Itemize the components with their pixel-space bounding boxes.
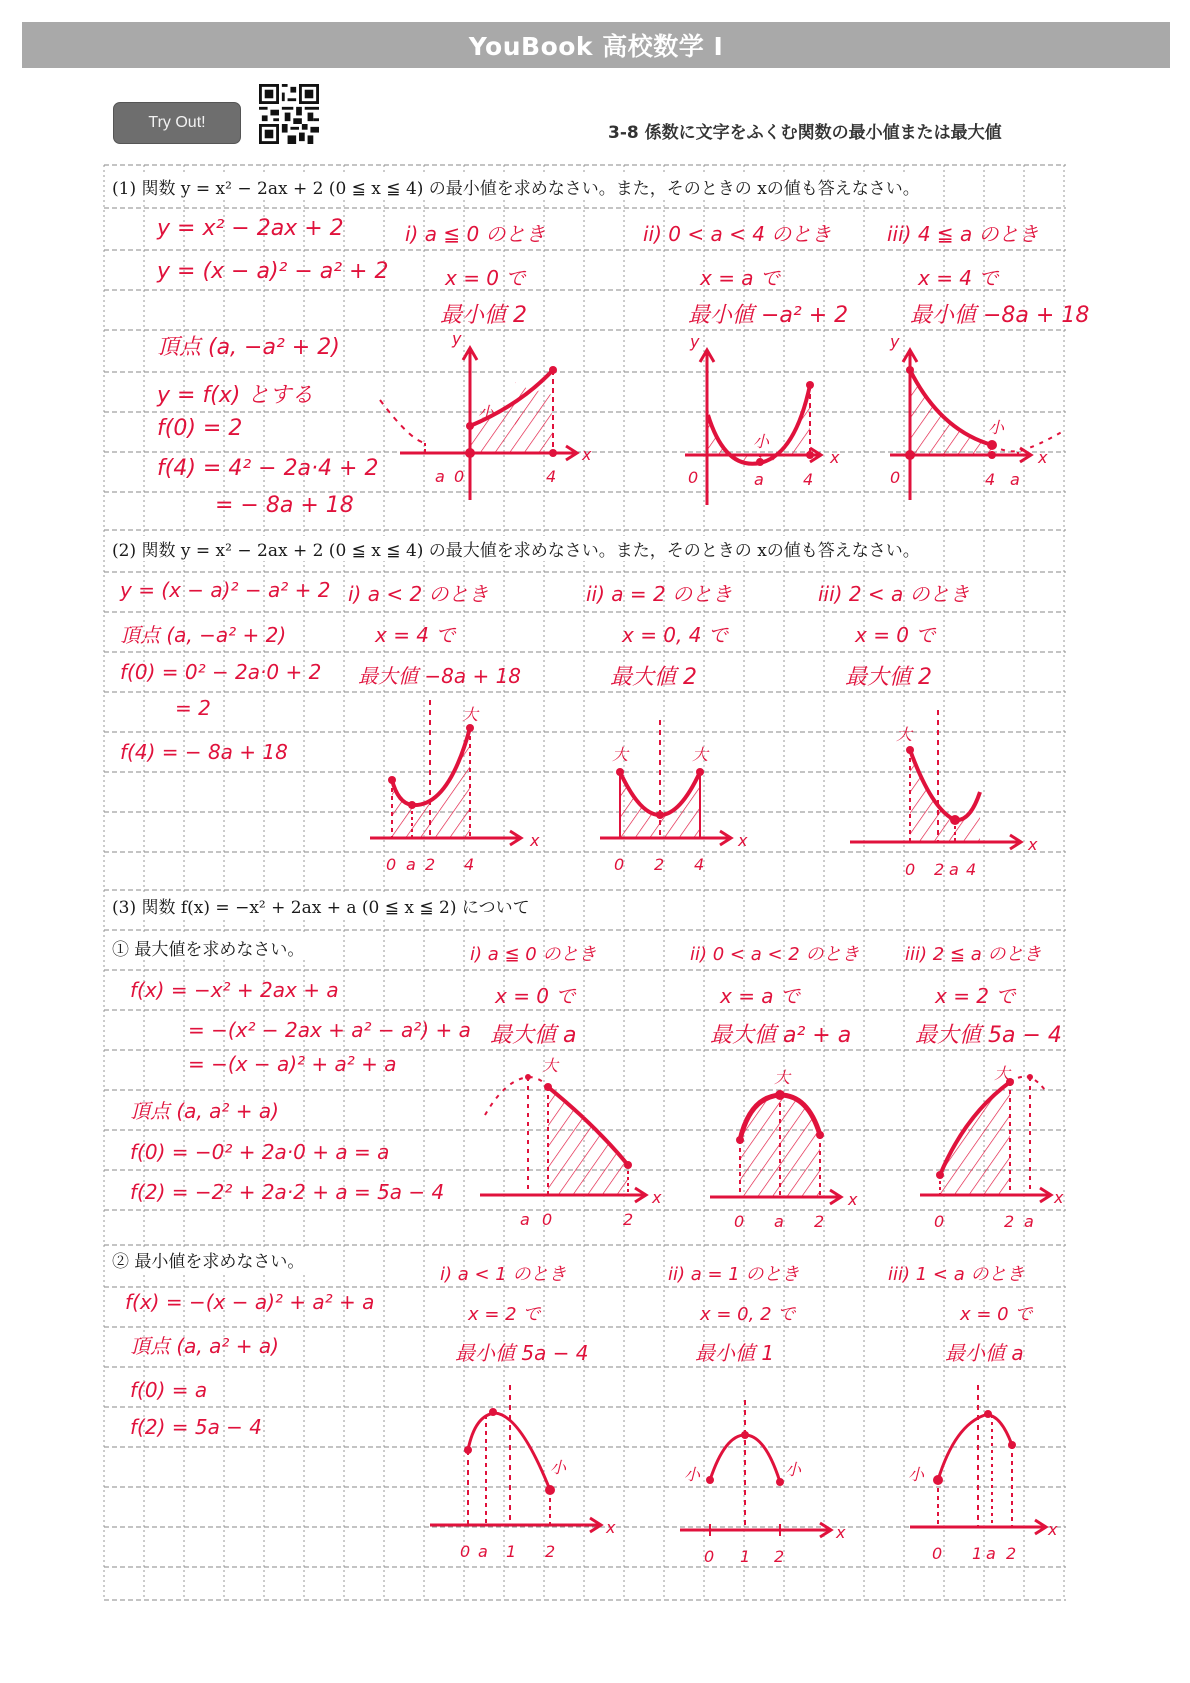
p2-case-3-result: 最大値 2 <box>845 665 932 690</box>
axis-label-x: x <box>848 1190 858 1209</box>
axis-label-x: x <box>1038 448 1048 467</box>
tick-label: a <box>478 1542 488 1561</box>
p3-2-case-1-result: 最小値 5a − 4 <box>455 1341 589 1365</box>
tick-label: 2 <box>774 1547 785 1566</box>
p1-graph-case-2 <box>670 332 850 520</box>
max-mark: 大 <box>542 1056 559 1075</box>
p3-1-case-2-x: x = a で <box>720 984 800 1008</box>
tick-label: 0 <box>688 468 699 487</box>
max-mark: 大 <box>612 745 629 764</box>
book-title: YouBook 高校数学 I <box>468 32 724 61</box>
p3-2-graph-case-3 <box>900 1385 1070 1570</box>
p2-case-2-result: 最大値 2 <box>610 665 697 690</box>
tick-label: 0 <box>734 1212 745 1231</box>
p1-case-1-condition: i) a ≦ 0 のとき <box>405 222 546 246</box>
tick-label: 0 <box>460 1542 471 1561</box>
p3-1-work-line: = −(x² − 2ax + a² − a²) + a <box>188 1018 471 1042</box>
p3-1-work-line: f(0) = −0² + 2a·0 + a = a <box>130 1140 390 1164</box>
axis-label-x: x <box>582 445 592 464</box>
p3-2-case-2-condition: ii) a = 1 のとき <box>668 1264 800 1285</box>
p2-work-line: f(4) = − 8a + 18 <box>120 740 288 764</box>
tick-label: 0 <box>934 1212 945 1231</box>
tick-label: 0 <box>932 1544 943 1563</box>
max-mark: 大 <box>896 725 913 744</box>
p1-graph-case-3 <box>880 332 1080 520</box>
p3-1-case-3-x: x = 2 で <box>935 984 1016 1008</box>
p2-case-1-x: x = 4 で <box>375 623 456 647</box>
tick-label: a <box>949 860 959 879</box>
tick-label: 2 <box>1006 1544 1017 1563</box>
tick-label: 2 <box>654 855 665 874</box>
p3-2-case-1-x: x = 2 で <box>468 1304 541 1325</box>
p3-2-case-3-x: x = 0 で <box>960 1304 1033 1325</box>
p1-work-line: = − 8a + 18 <box>215 493 354 518</box>
tick-label: 0 <box>890 468 901 487</box>
p3-2-case-3-condition: iii) 1 < a のとき <box>888 1264 1025 1285</box>
p3-2-work-line: 頂点 (a, a² + a) <box>130 1334 279 1358</box>
tick-label: 4 <box>464 855 475 874</box>
p3-2-work-line: f(0) = a <box>130 1378 208 1402</box>
p1-case-3-condition: iii) 4 ≦ a のとき <box>887 222 1039 246</box>
tick-label: 4 <box>985 470 996 489</box>
p3-2-work-line: f(x) = −(x − a)² + a² + a <box>125 1290 375 1314</box>
p3-2-work-line: f(2) = 5a − 4 <box>130 1415 263 1439</box>
p1-work-line: 頂点 (a, −a² + 2) <box>157 335 340 360</box>
tick-label: 0 <box>614 855 625 874</box>
tick-label: 2 <box>814 1212 825 1231</box>
p3-1-graph-case-2 <box>710 1055 890 1235</box>
tick-label: 0 <box>542 1210 553 1229</box>
p2-case-3-condition: iii) 2 < a のとき <box>818 582 970 606</box>
tick-label: 4 <box>694 855 705 874</box>
p2-case-3-x: x = 0 で <box>855 623 936 647</box>
tick-label: 2 <box>934 860 945 879</box>
p3-1-case-2-condition: ii) 0 < a < 2 のとき <box>690 944 860 965</box>
tick-label: 4 <box>966 860 977 879</box>
axis-label-x: x <box>530 831 540 850</box>
p2-case-1-result: 最大値 −8a + 18 <box>358 664 522 688</box>
tick-label: a <box>435 467 445 486</box>
p1-case-1-x: x = 0 で <box>445 266 526 290</box>
p2-work-line: = 2 <box>175 696 211 720</box>
p2-case-2-x: x = 0, 4 で <box>622 623 728 647</box>
max-mark: 大 <box>692 745 709 764</box>
axis-label-y: y <box>690 332 700 351</box>
min-mark: 小 <box>785 1460 802 1479</box>
p1-work-line: y = (x − a)² − a² + 2 <box>157 259 389 284</box>
p1-case-3-result: 最小値 −8a + 18 <box>910 303 1090 328</box>
tick-label: a <box>520 1210 530 1229</box>
tick-label: 1 <box>506 1542 517 1561</box>
problem-3-part-1-statement: ① 最大値を求めなさい。 <box>110 935 306 960</box>
p1-case-3-x: x = 4 で <box>918 266 999 290</box>
p1-case-1-result: 最小値 2 <box>440 303 527 328</box>
min-mark: 小 <box>753 432 770 451</box>
p2-case-1-condition: i) a < 2 のとき <box>348 582 489 606</box>
min-mark: 小 <box>988 418 1005 437</box>
p2-case-2-condition: ii) a = 2 のとき <box>586 582 733 606</box>
p1-case-2-x: x = a で <box>700 266 780 290</box>
p2-work-line: f(0) = 0² − 2a·0 + 2 <box>120 660 322 684</box>
p3-2-case-2-x: x = 0, 2 で <box>700 1304 796 1325</box>
tick-label: a <box>986 1544 996 1563</box>
min-mark: 小 <box>478 403 495 422</box>
problem-3-statement: (3) 関数 f(x) = −x² + 2ax + a (0 ≦ x ≦ 2) について <box>110 893 532 918</box>
tick-label: a <box>406 855 416 874</box>
min-mark: 小 <box>684 1465 701 1484</box>
tick-label: 1 <box>972 1544 983 1563</box>
tick-label: 1 <box>740 1547 751 1566</box>
max-mark: 大 <box>994 1064 1011 1083</box>
min-mark: 小 <box>550 1458 567 1477</box>
axis-label-x: x <box>1054 1188 1064 1207</box>
tick-label: a <box>1024 1212 1034 1231</box>
tick-label: 4 <box>546 467 557 486</box>
p3-1-work-line: f(x) = −x² + 2ax + a <box>130 978 339 1002</box>
p3-2-case-3-result: 最小値 a <box>945 1341 1024 1365</box>
p3-1-case-1-result: 最大値 a <box>490 1023 577 1048</box>
p3-1-case-1-x: x = 0 で <box>495 984 576 1008</box>
tick-label: a <box>754 470 764 489</box>
p1-graph-case-1 <box>390 330 600 520</box>
tick-label: 2 <box>425 855 436 874</box>
p1-work-line: y = f(x) とする <box>157 383 314 408</box>
p3-1-case-2-result: 最大値 a² + a <box>710 1023 852 1048</box>
max-mark: 大 <box>462 705 479 724</box>
section-title: 3-8 係数に文字をふくむ関数の最小値または最大値 <box>608 123 1002 143</box>
p3-1-work-line: = −(x − a)² + a² + a <box>188 1052 397 1076</box>
p2-graph-case-1 <box>370 700 550 880</box>
tick-label: 2 <box>545 1542 556 1561</box>
p3-2-case-1-condition: i) a < 1 のとき <box>440 1264 567 1285</box>
p2-work-line: y = (x − a)² − a² + 2 <box>120 578 331 602</box>
axis-label-x: x <box>606 1518 616 1537</box>
p3-2-graph-case-2 <box>670 1400 860 1570</box>
p1-case-2-result: 最小値 −a² + 2 <box>688 303 849 328</box>
p3-1-graph-case-3 <box>920 1055 1070 1235</box>
p1-work-line: y = x² − 2ax + 2 <box>157 216 344 241</box>
p1-work-line: f(0) = 2 <box>157 416 243 441</box>
tick-label: a <box>1010 470 1020 489</box>
axis-label-x: x <box>1048 1520 1058 1539</box>
p2-graph-case-2 <box>600 720 780 880</box>
axis-label-x: x <box>830 448 840 467</box>
p3-1-work-line: 頂点 (a, a² + a) <box>130 1099 279 1123</box>
tick-label: a <box>774 1212 784 1231</box>
p3-1-case-3-result: 最大値 5a − 4 <box>915 1023 1062 1048</box>
tick-label: 0 <box>454 467 465 486</box>
tick-label: 2 <box>623 1210 634 1229</box>
axis-label-x: x <box>652 1188 662 1207</box>
tick-label: 4 <box>803 470 814 489</box>
tick-label: 0 <box>704 1547 715 1566</box>
p2-graph-case-3 <box>850 710 1050 880</box>
axis-label-y: y <box>890 332 900 351</box>
p2-work-line: 頂点 (a, −a² + 2) <box>120 623 287 647</box>
p3-2-graph-case-1 <box>420 1385 630 1570</box>
min-mark: 小 <box>908 1465 925 1484</box>
p3-1-case-1-condition: i) a ≦ 0 のとき <box>470 944 597 965</box>
axis-label-y: y <box>452 329 462 348</box>
tick-label: 2 <box>1004 1212 1015 1231</box>
problem-2-statement: (2) 関数 y = x² − 2ax + 2 (0 ≦ x ≦ 4) の最大値を求めなさい。また，そのときの xの値も答えなさい。 <box>110 536 922 561</box>
problem-1-statement: (1) 関数 y = x² − 2ax + 2 (0 ≦ x ≦ 4) の最小値を求めなさい。また，そのときの xの値も答えなさい。 <box>110 174 922 199</box>
p3-1-work-line: f(2) = −2² + 2a·2 + a = 5a − 4 <box>130 1180 445 1204</box>
p1-work-line: f(4) = 4² − 2a·4 + 2 <box>157 456 379 481</box>
axis-label-x: x <box>738 831 748 850</box>
p3-1-graph-case-1 <box>480 1055 670 1235</box>
tick-label: 0 <box>386 855 397 874</box>
tick-label: 0 <box>905 860 916 879</box>
p1-case-2-condition: ii) 0 < a < 4 のとき <box>643 222 832 246</box>
problem-3-part-2-statement: ② 最小値を求めなさい。 <box>110 1247 306 1272</box>
p3-2-case-2-result: 最小値 1 <box>695 1341 775 1365</box>
try-out-button[interactable]: Try Out! <box>113 102 241 144</box>
axis-label-x: x <box>836 1523 846 1542</box>
p3-1-case-3-condition: iii) 2 ≦ a のとき <box>905 944 1042 965</box>
axis-label-x: x <box>1028 835 1038 854</box>
max-mark: 大 <box>774 1068 791 1087</box>
